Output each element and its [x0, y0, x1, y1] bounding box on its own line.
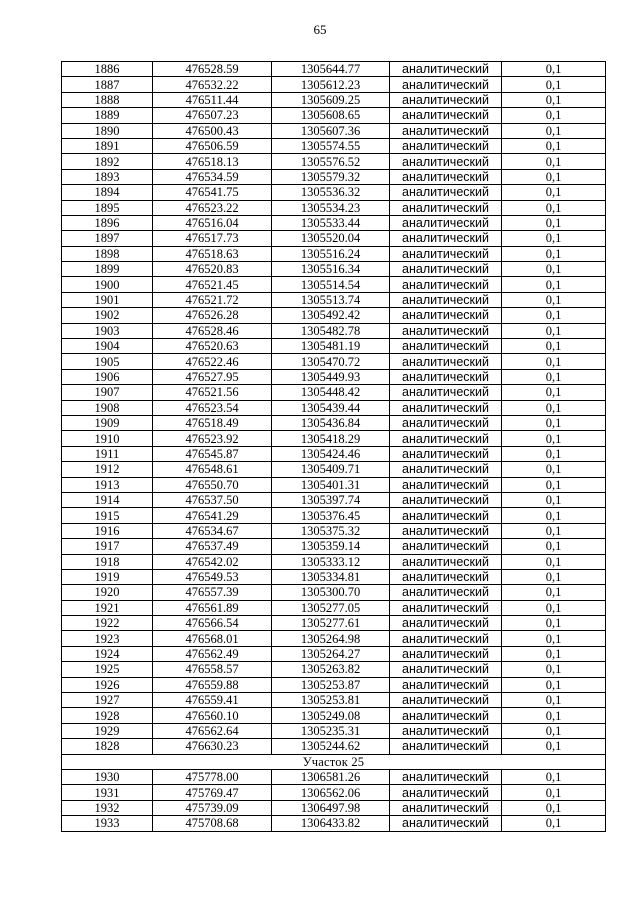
- coordinates-table: [61, 61, 606, 832]
- method-cell: аналитический: [390, 308, 502, 323]
- table-row: [62, 477, 606, 492]
- x-coordinate-cell: 476545.87: [153, 446, 272, 461]
- accuracy-cell: 0,1: [502, 616, 606, 631]
- method-cell: аналитический: [390, 693, 502, 708]
- y-coordinate-cell: 1305579.32: [272, 169, 390, 184]
- y-coordinate-cell: 1305514.54: [272, 277, 390, 292]
- y-coordinate-cell: 1305235.31: [272, 723, 390, 738]
- point-number-cell: 1924: [62, 646, 153, 661]
- table-row: [62, 585, 606, 600]
- point-number-cell: 1912: [62, 462, 153, 477]
- method-cell: аналитический: [390, 354, 502, 369]
- y-coordinate-cell: 1305424.46: [272, 446, 390, 461]
- table-row: [62, 631, 606, 646]
- y-coordinate-cell: 1305520.04: [272, 231, 390, 246]
- x-coordinate-cell: 476518.63: [153, 246, 272, 261]
- method-cell: аналитический: [390, 154, 502, 169]
- method-cell: аналитический: [390, 508, 502, 523]
- table-row: [62, 415, 606, 430]
- y-coordinate-cell: 1305253.87: [272, 677, 390, 692]
- x-coordinate-cell: 475708.68: [153, 816, 272, 831]
- table-row: [62, 554, 606, 569]
- x-coordinate-cell: 475778.00: [153, 769, 272, 784]
- accuracy-cell: 0,1: [502, 138, 606, 153]
- accuracy-cell: 0,1: [502, 108, 606, 123]
- x-coordinate-cell: 476516.04: [153, 215, 272, 230]
- table-row: [62, 215, 606, 230]
- accuracy-cell: 0,1: [502, 800, 606, 815]
- table-row: [62, 154, 606, 169]
- y-coordinate-cell: 1305534.23: [272, 200, 390, 215]
- method-cell: аналитический: [390, 616, 502, 631]
- point-number-cell: 1901: [62, 292, 153, 307]
- method-cell: аналитический: [390, 200, 502, 215]
- y-coordinate-cell: 1305516.24: [272, 246, 390, 261]
- method-cell: аналитический: [390, 677, 502, 692]
- point-number-cell: 1899: [62, 262, 153, 277]
- table-row: [62, 246, 606, 261]
- y-coordinate-cell: 1305439.44: [272, 400, 390, 415]
- table-row: [62, 446, 606, 461]
- x-coordinate-cell: 476507.23: [153, 108, 272, 123]
- accuracy-cell: 0,1: [502, 677, 606, 692]
- x-coordinate-cell: 476534.59: [153, 169, 272, 184]
- accuracy-cell: 0,1: [502, 462, 606, 477]
- method-cell: аналитический: [390, 231, 502, 246]
- point-number-cell: 1922: [62, 616, 153, 631]
- x-coordinate-cell: 475739.09: [153, 800, 272, 815]
- x-coordinate-cell: 476517.73: [153, 231, 272, 246]
- accuracy-cell: 0,1: [502, 200, 606, 215]
- point-number-cell: 1927: [62, 693, 153, 708]
- method-cell: аналитический: [390, 600, 502, 615]
- y-coordinate-cell: 1305300.70: [272, 585, 390, 600]
- table-row: [62, 800, 606, 815]
- y-coordinate-cell: 1305436.84: [272, 415, 390, 430]
- point-number-cell: 1893: [62, 169, 153, 184]
- accuracy-cell: 0,1: [502, 508, 606, 523]
- x-coordinate-cell: 476548.61: [153, 462, 272, 477]
- table-row: [62, 431, 606, 446]
- accuracy-cell: 0,1: [502, 523, 606, 538]
- accuracy-cell: 0,1: [502, 169, 606, 184]
- y-coordinate-cell: 1305449.93: [272, 369, 390, 384]
- method-cell: аналитический: [390, 92, 502, 107]
- y-coordinate-cell: 1305612.23: [272, 77, 390, 92]
- x-coordinate-cell: 476562.64: [153, 723, 272, 738]
- y-coordinate-cell: 1305244.62: [272, 739, 390, 754]
- method-cell: аналитический: [390, 138, 502, 153]
- table-row: [62, 308, 606, 323]
- x-coordinate-cell: 476630.23: [153, 739, 272, 754]
- x-coordinate-cell: 476521.45: [153, 277, 272, 292]
- method-cell: аналитический: [390, 369, 502, 384]
- accuracy-cell: 0,1: [502, 77, 606, 92]
- table-row: [62, 600, 606, 615]
- accuracy-cell: 0,1: [502, 369, 606, 384]
- table-row: [62, 523, 606, 538]
- accuracy-cell: 0,1: [502, 477, 606, 492]
- method-cell: аналитический: [390, 662, 502, 677]
- point-number-cell: 1928: [62, 708, 153, 723]
- accuracy-cell: 0,1: [502, 185, 606, 200]
- table-row: [62, 662, 606, 677]
- point-number-cell: 1913: [62, 477, 153, 492]
- x-coordinate-cell: 476542.02: [153, 554, 272, 569]
- point-number-cell: 1892: [62, 154, 153, 169]
- accuracy-cell: 0,1: [502, 308, 606, 323]
- method-cell: аналитический: [390, 431, 502, 446]
- section-row: [62, 754, 606, 769]
- point-number-cell: 1897: [62, 231, 153, 246]
- accuracy-cell: 0,1: [502, 785, 606, 800]
- x-coordinate-cell: 476521.56: [153, 385, 272, 400]
- method-cell: аналитический: [390, 385, 502, 400]
- y-coordinate-cell: 1305482.78: [272, 323, 390, 338]
- method-cell: аналитический: [390, 477, 502, 492]
- accuracy-cell: 0,1: [502, 354, 606, 369]
- point-number-cell: 1930: [62, 769, 153, 784]
- accuracy-cell: 0,1: [502, 62, 606, 77]
- y-coordinate-cell: 1305401.31: [272, 477, 390, 492]
- method-cell: аналитический: [390, 185, 502, 200]
- y-coordinate-cell: 1305470.72: [272, 354, 390, 369]
- x-coordinate-cell: 476559.41: [153, 693, 272, 708]
- y-coordinate-cell: 1305376.45: [272, 508, 390, 523]
- point-number-cell: 1904: [62, 339, 153, 354]
- x-coordinate-cell: 476541.75: [153, 185, 272, 200]
- method-cell: аналитический: [390, 400, 502, 415]
- y-coordinate-cell: 1306433.82: [272, 816, 390, 831]
- accuracy-cell: 0,1: [502, 123, 606, 138]
- accuracy-cell: 0,1: [502, 646, 606, 661]
- section-title: Участок 25: [62, 754, 606, 769]
- method-cell: аналитический: [390, 339, 502, 354]
- table-row: [62, 616, 606, 631]
- y-coordinate-cell: 1305334.81: [272, 569, 390, 584]
- table-row: [62, 323, 606, 338]
- y-coordinate-cell: 1305481.19: [272, 339, 390, 354]
- table-row: [62, 169, 606, 184]
- x-coordinate-cell: 476527.95: [153, 369, 272, 384]
- x-coordinate-cell: 476506.59: [153, 138, 272, 153]
- accuracy-cell: 0,1: [502, 292, 606, 307]
- x-coordinate-cell: 476561.89: [153, 600, 272, 615]
- method-cell: аналитический: [390, 123, 502, 138]
- x-coordinate-cell: 476532.22: [153, 77, 272, 92]
- method-cell: аналитический: [390, 246, 502, 261]
- accuracy-cell: 0,1: [502, 769, 606, 784]
- accuracy-cell: 0,1: [502, 262, 606, 277]
- y-coordinate-cell: 1305574.55: [272, 138, 390, 153]
- table-row: [62, 693, 606, 708]
- table-row: [62, 108, 606, 123]
- method-cell: аналитический: [390, 108, 502, 123]
- x-coordinate-cell: 475769.47: [153, 785, 272, 800]
- y-coordinate-cell: 1305644.77: [272, 62, 390, 77]
- point-number-cell: 1888: [62, 92, 153, 107]
- point-number-cell: 1919: [62, 569, 153, 584]
- table-row: [62, 369, 606, 384]
- method-cell: аналитический: [390, 62, 502, 77]
- method-cell: аналитический: [390, 631, 502, 646]
- accuracy-cell: 0,1: [502, 723, 606, 738]
- y-coordinate-cell: 1305492.42: [272, 308, 390, 323]
- accuracy-cell: 0,1: [502, 585, 606, 600]
- x-coordinate-cell: 476520.83: [153, 262, 272, 277]
- x-coordinate-cell: 476518.13: [153, 154, 272, 169]
- y-coordinate-cell: 1306497.98: [272, 800, 390, 815]
- method-cell: аналитический: [390, 523, 502, 538]
- point-number-cell: 1910: [62, 431, 153, 446]
- table-row: [62, 539, 606, 554]
- table-row: [62, 492, 606, 507]
- x-coordinate-cell: 476523.22: [153, 200, 272, 215]
- method-cell: аналитический: [390, 446, 502, 461]
- table-row: [62, 646, 606, 661]
- table-row: [62, 62, 606, 77]
- table-row: [62, 92, 606, 107]
- accuracy-cell: 0,1: [502, 231, 606, 246]
- point-number-cell: 1905: [62, 354, 153, 369]
- point-number-cell: 1921: [62, 600, 153, 615]
- point-number-cell: 1828: [62, 739, 153, 754]
- accuracy-cell: 0,1: [502, 492, 606, 507]
- table-row: [62, 292, 606, 307]
- table-row: [62, 231, 606, 246]
- method-cell: аналитический: [390, 492, 502, 507]
- y-coordinate-cell: 1306562.06: [272, 785, 390, 800]
- table-row: [62, 508, 606, 523]
- y-coordinate-cell: 1305607.36: [272, 123, 390, 138]
- method-cell: аналитический: [390, 539, 502, 554]
- method-cell: аналитический: [390, 323, 502, 338]
- accuracy-cell: 0,1: [502, 339, 606, 354]
- method-cell: аналитический: [390, 277, 502, 292]
- table-row: [62, 569, 606, 584]
- point-number-cell: 1894: [62, 185, 153, 200]
- point-number-cell: 1918: [62, 554, 153, 569]
- point-number-cell: 1931: [62, 785, 153, 800]
- x-coordinate-cell: 476511.44: [153, 92, 272, 107]
- page-number: 65: [313, 22, 327, 37]
- method-cell: аналитический: [390, 462, 502, 477]
- x-coordinate-cell: 476520.63: [153, 339, 272, 354]
- accuracy-cell: 0,1: [502, 739, 606, 754]
- x-coordinate-cell: 476562.49: [153, 646, 272, 661]
- method-cell: аналитический: [390, 646, 502, 661]
- method-cell: аналитический: [390, 723, 502, 738]
- x-coordinate-cell: 476521.72: [153, 292, 272, 307]
- x-coordinate-cell: 476528.59: [153, 62, 272, 77]
- method-cell: аналитический: [390, 785, 502, 800]
- table-row: [62, 385, 606, 400]
- method-cell: аналитический: [390, 585, 502, 600]
- y-coordinate-cell: 1305249.08: [272, 708, 390, 723]
- x-coordinate-cell: 476558.57: [153, 662, 272, 677]
- point-number-cell: 1932: [62, 800, 153, 815]
- x-coordinate-cell: 476537.50: [153, 492, 272, 507]
- y-coordinate-cell: 1305359.14: [272, 539, 390, 554]
- table-row: [62, 400, 606, 415]
- method-cell: аналитический: [390, 739, 502, 754]
- x-coordinate-cell: 476566.54: [153, 616, 272, 631]
- point-number-cell: 1890: [62, 123, 153, 138]
- accuracy-cell: 0,1: [502, 569, 606, 584]
- point-number-cell: 1895: [62, 200, 153, 215]
- x-coordinate-cell: 476518.49: [153, 415, 272, 430]
- y-coordinate-cell: 1305253.81: [272, 693, 390, 708]
- point-number-cell: 1926: [62, 677, 153, 692]
- accuracy-cell: 0,1: [502, 693, 606, 708]
- y-coordinate-cell: 1305609.25: [272, 92, 390, 107]
- table-row: [62, 200, 606, 215]
- point-number-cell: 1917: [62, 539, 153, 554]
- point-number-cell: 1915: [62, 508, 153, 523]
- accuracy-cell: 0,1: [502, 539, 606, 554]
- point-number-cell: 1903: [62, 323, 153, 338]
- y-coordinate-cell: 1305516.34: [272, 262, 390, 277]
- table-row: [62, 462, 606, 477]
- table-row: [62, 769, 606, 784]
- point-number-cell: 1886: [62, 62, 153, 77]
- method-cell: аналитический: [390, 169, 502, 184]
- table-row: [62, 262, 606, 277]
- point-number-cell: 1900: [62, 277, 153, 292]
- x-coordinate-cell: 476500.43: [153, 123, 272, 138]
- point-number-cell: 1887: [62, 77, 153, 92]
- accuracy-cell: 0,1: [502, 554, 606, 569]
- accuracy-cell: 0,1: [502, 323, 606, 338]
- y-coordinate-cell: 1305409.71: [272, 462, 390, 477]
- x-coordinate-cell: 476557.39: [153, 585, 272, 600]
- point-number-cell: 1908: [62, 400, 153, 415]
- y-coordinate-cell: 1305264.98: [272, 631, 390, 646]
- table-row: [62, 677, 606, 692]
- x-coordinate-cell: 476523.92: [153, 431, 272, 446]
- method-cell: аналитический: [390, 708, 502, 723]
- table-row: [62, 723, 606, 738]
- point-number-cell: 1909: [62, 415, 153, 430]
- y-coordinate-cell: 1305375.32: [272, 523, 390, 538]
- method-cell: аналитический: [390, 816, 502, 831]
- x-coordinate-cell: 476537.49: [153, 539, 272, 554]
- accuracy-cell: 0,1: [502, 277, 606, 292]
- point-number-cell: 1929: [62, 723, 153, 738]
- method-cell: аналитический: [390, 292, 502, 307]
- point-number-cell: 1933: [62, 816, 153, 831]
- accuracy-cell: 0,1: [502, 816, 606, 831]
- y-coordinate-cell: 1305536.32: [272, 185, 390, 200]
- accuracy-cell: 0,1: [502, 154, 606, 169]
- y-coordinate-cell: 1305448.42: [272, 385, 390, 400]
- table-row: [62, 277, 606, 292]
- accuracy-cell: 0,1: [502, 600, 606, 615]
- x-coordinate-cell: 476523.54: [153, 400, 272, 415]
- table-row: [62, 739, 606, 754]
- x-coordinate-cell: 476526.28: [153, 308, 272, 323]
- x-coordinate-cell: 476559.88: [153, 677, 272, 692]
- x-coordinate-cell: 476550.70: [153, 477, 272, 492]
- method-cell: аналитический: [390, 415, 502, 430]
- y-coordinate-cell: 1305533.44: [272, 215, 390, 230]
- accuracy-cell: 0,1: [502, 662, 606, 677]
- y-coordinate-cell: 1305333.12: [272, 554, 390, 569]
- accuracy-cell: 0,1: [502, 415, 606, 430]
- point-number-cell: 1923: [62, 631, 153, 646]
- table-row: [62, 77, 606, 92]
- table-row: [62, 708, 606, 723]
- y-coordinate-cell: 1305608.65: [272, 108, 390, 123]
- point-number-cell: 1902: [62, 308, 153, 323]
- point-number-cell: 1891: [62, 138, 153, 153]
- y-coordinate-cell: 1305397.74: [272, 492, 390, 507]
- point-number-cell: 1896: [62, 215, 153, 230]
- point-number-cell: 1911: [62, 446, 153, 461]
- x-coordinate-cell: 476568.01: [153, 631, 272, 646]
- point-number-cell: 1916: [62, 523, 153, 538]
- y-coordinate-cell: 1305277.05: [272, 600, 390, 615]
- y-coordinate-cell: 1305576.52: [272, 154, 390, 169]
- x-coordinate-cell: 476534.67: [153, 523, 272, 538]
- table-row: [62, 138, 606, 153]
- y-coordinate-cell: 1305263.82: [272, 662, 390, 677]
- x-coordinate-cell: 476528.46: [153, 323, 272, 338]
- table-row: [62, 185, 606, 200]
- point-number-cell: 1906: [62, 369, 153, 384]
- table-row: [62, 339, 606, 354]
- x-coordinate-cell: 476549.53: [153, 569, 272, 584]
- y-coordinate-cell: 1306581.26: [272, 769, 390, 784]
- y-coordinate-cell: 1305513.74: [272, 292, 390, 307]
- accuracy-cell: 0,1: [502, 400, 606, 415]
- point-number-cell: 1898: [62, 246, 153, 261]
- accuracy-cell: 0,1: [502, 246, 606, 261]
- point-number-cell: 1925: [62, 662, 153, 677]
- accuracy-cell: 0,1: [502, 708, 606, 723]
- method-cell: аналитический: [390, 800, 502, 815]
- method-cell: аналитический: [390, 77, 502, 92]
- y-coordinate-cell: 1305418.29: [272, 431, 390, 446]
- x-coordinate-cell: 476522.46: [153, 354, 272, 369]
- method-cell: аналитический: [390, 769, 502, 784]
- point-number-cell: 1914: [62, 492, 153, 507]
- table-row: [62, 785, 606, 800]
- point-number-cell: 1920: [62, 585, 153, 600]
- point-number-cell: 1907: [62, 385, 153, 400]
- table-row: [62, 354, 606, 369]
- accuracy-cell: 0,1: [502, 92, 606, 107]
- table-row: [62, 123, 606, 138]
- accuracy-cell: 0,1: [502, 631, 606, 646]
- table-row: [62, 816, 606, 831]
- accuracy-cell: 0,1: [502, 215, 606, 230]
- method-cell: аналитический: [390, 262, 502, 277]
- y-coordinate-cell: 1305277.61: [272, 616, 390, 631]
- x-coordinate-cell: 476560.10: [153, 708, 272, 723]
- point-number-cell: 1889: [62, 108, 153, 123]
- method-cell: аналитический: [390, 569, 502, 584]
- method-cell: аналитический: [390, 554, 502, 569]
- x-coordinate-cell: 476541.29: [153, 508, 272, 523]
- accuracy-cell: 0,1: [502, 446, 606, 461]
- coordinates-table-body: [62, 62, 606, 832]
- y-coordinate-cell: 1305264.27: [272, 646, 390, 661]
- method-cell: аналитический: [390, 215, 502, 230]
- accuracy-cell: 0,1: [502, 431, 606, 446]
- accuracy-cell: 0,1: [502, 385, 606, 400]
